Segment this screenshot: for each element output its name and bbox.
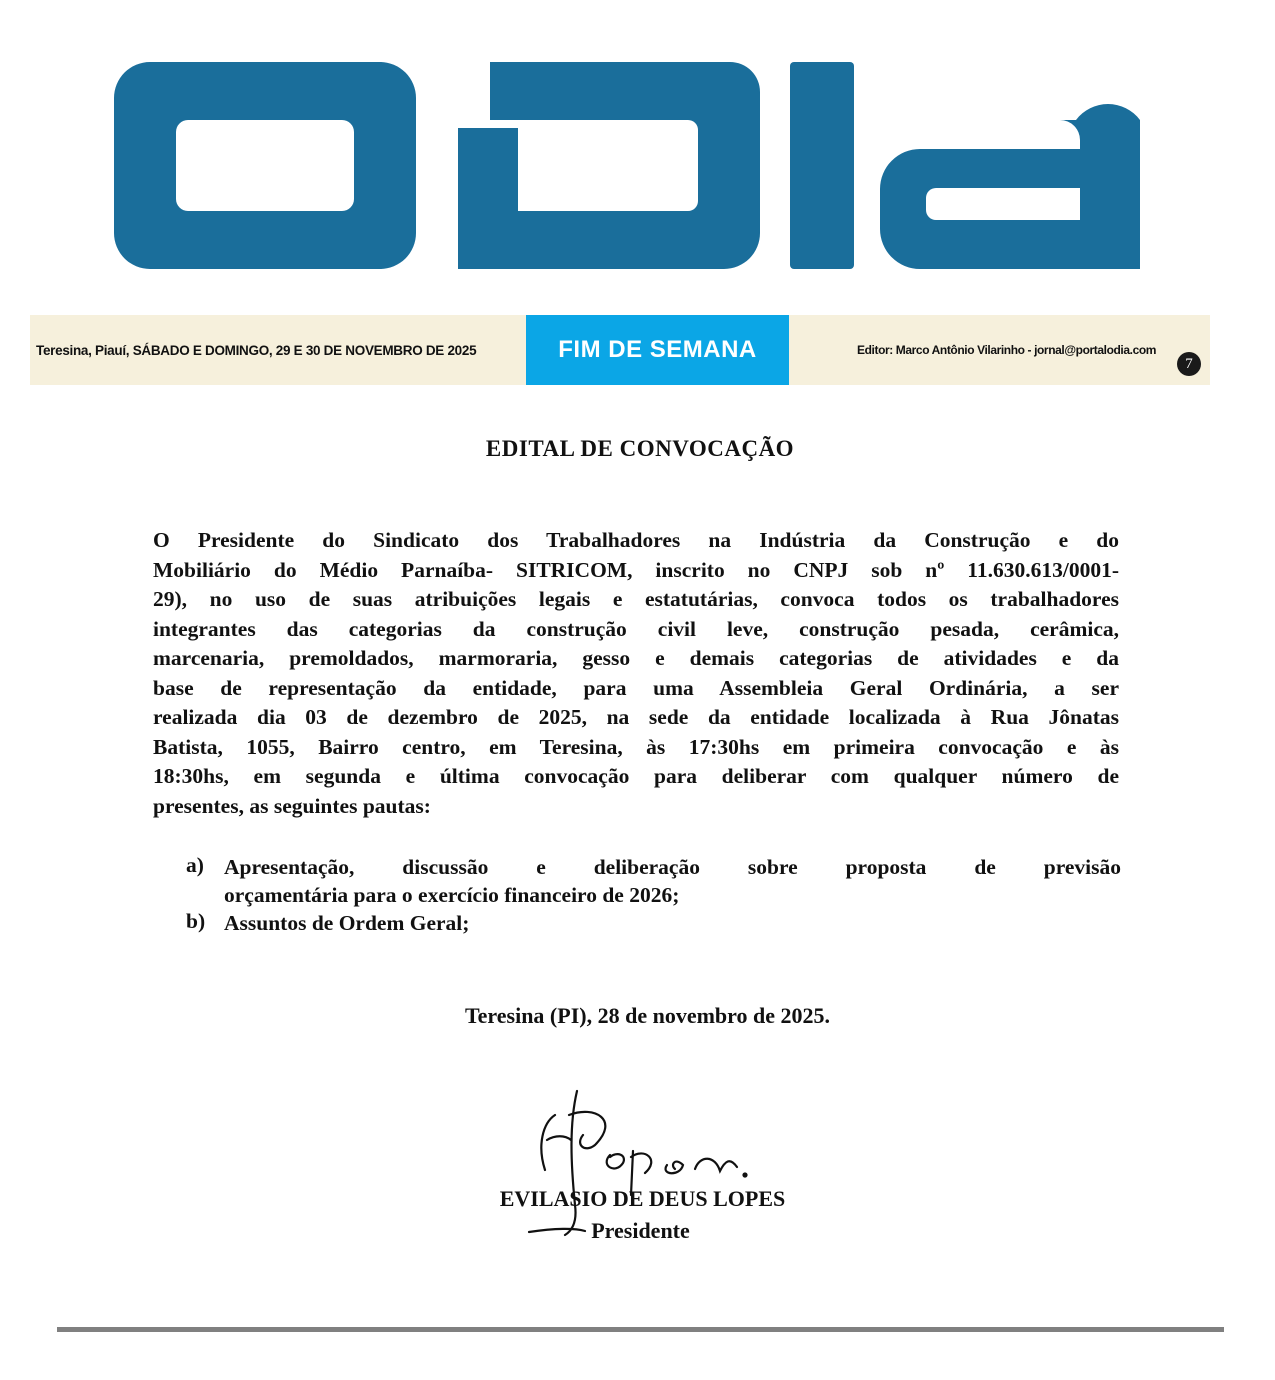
editor-credit: Editor: Marco Antônio Vilarinho - jornal@portalodia.com bbox=[857, 343, 1157, 357]
signatory-role: Presidente bbox=[591, 1218, 690, 1243]
body-line: 18:30hs, em segunda e última convocação para deliberar com qualquer número de bbox=[153, 764, 1119, 788]
agenda-list bbox=[186, 853, 1121, 937]
page-divider bbox=[57, 1327, 1224, 1332]
body-line: Batista, 1055, Bairro centro, em Teresina, às 17:30hs em primeira convocação e às bbox=[153, 734, 1119, 759]
dateline: Teresina, Piauí, SÁBADO E DOMINGO, 29 E 30 DE NOVEMBRO DE 2025 bbox=[36, 343, 477, 358]
page-number: 7 bbox=[1177, 352, 1201, 376]
masthead-bar bbox=[30, 315, 1210, 385]
handwritten-signature bbox=[525, 1085, 765, 1245]
agenda-line: Apresentação, discussão e deliberação sobre proposta de previsão bbox=[224, 855, 1121, 879]
place-date: Teresina (PI), 28 de novembro de 2025. bbox=[464, 1003, 831, 1028]
body-line: integrantes das categorias da construção civil leve, construção pesada, cerâmica, bbox=[153, 616, 1119, 641]
odia-logo bbox=[110, 58, 1150, 273]
agenda-line: orçamentária para o exercício financeiro de 2026; bbox=[224, 883, 680, 907]
agenda-item bbox=[186, 853, 1121, 909]
body-line: Mobiliário do Médio Parnaíba- SITRICOM, inscrito no CNPJ sob nº 11.630.613/0001- bbox=[153, 557, 1119, 582]
body-line: marcenaria, premoldados, marmoraria, gesso e demais categorias de atividades e da bbox=[153, 646, 1119, 670]
notice-title: EDITAL DE CONVOCAÇÃO bbox=[485, 436, 795, 461]
notice-body bbox=[153, 526, 1119, 821]
body-line: base de representação da entidade, para uma Assembleia Geral Ordinária, a ser bbox=[153, 675, 1119, 700]
agenda-item bbox=[186, 909, 1121, 937]
body-line: presentes, as seguintes pautas: bbox=[153, 793, 431, 818]
body-line: O Presidente do Sindicato dos Trabalhadores na Indústria da Construção e do bbox=[153, 528, 1119, 552]
agenda-label: a) bbox=[186, 853, 204, 877]
body-line: 29), no uso de suas atribuições legais e estatutárias, convoca todos os trabalhadores bbox=[153, 587, 1119, 611]
agenda-label: b) bbox=[186, 909, 206, 933]
agenda-line: Assuntos de Ordem Geral; bbox=[224, 911, 470, 935]
body-line: realizada dia 03 de dezembro de 2025, na sede da entidade localizada à Rua Jônatas bbox=[153, 705, 1119, 729]
section-label: FIM DE SEMANA bbox=[526, 315, 789, 385]
signatory-name: EVILASIO DE DEUS LOPES bbox=[499, 1186, 786, 1211]
